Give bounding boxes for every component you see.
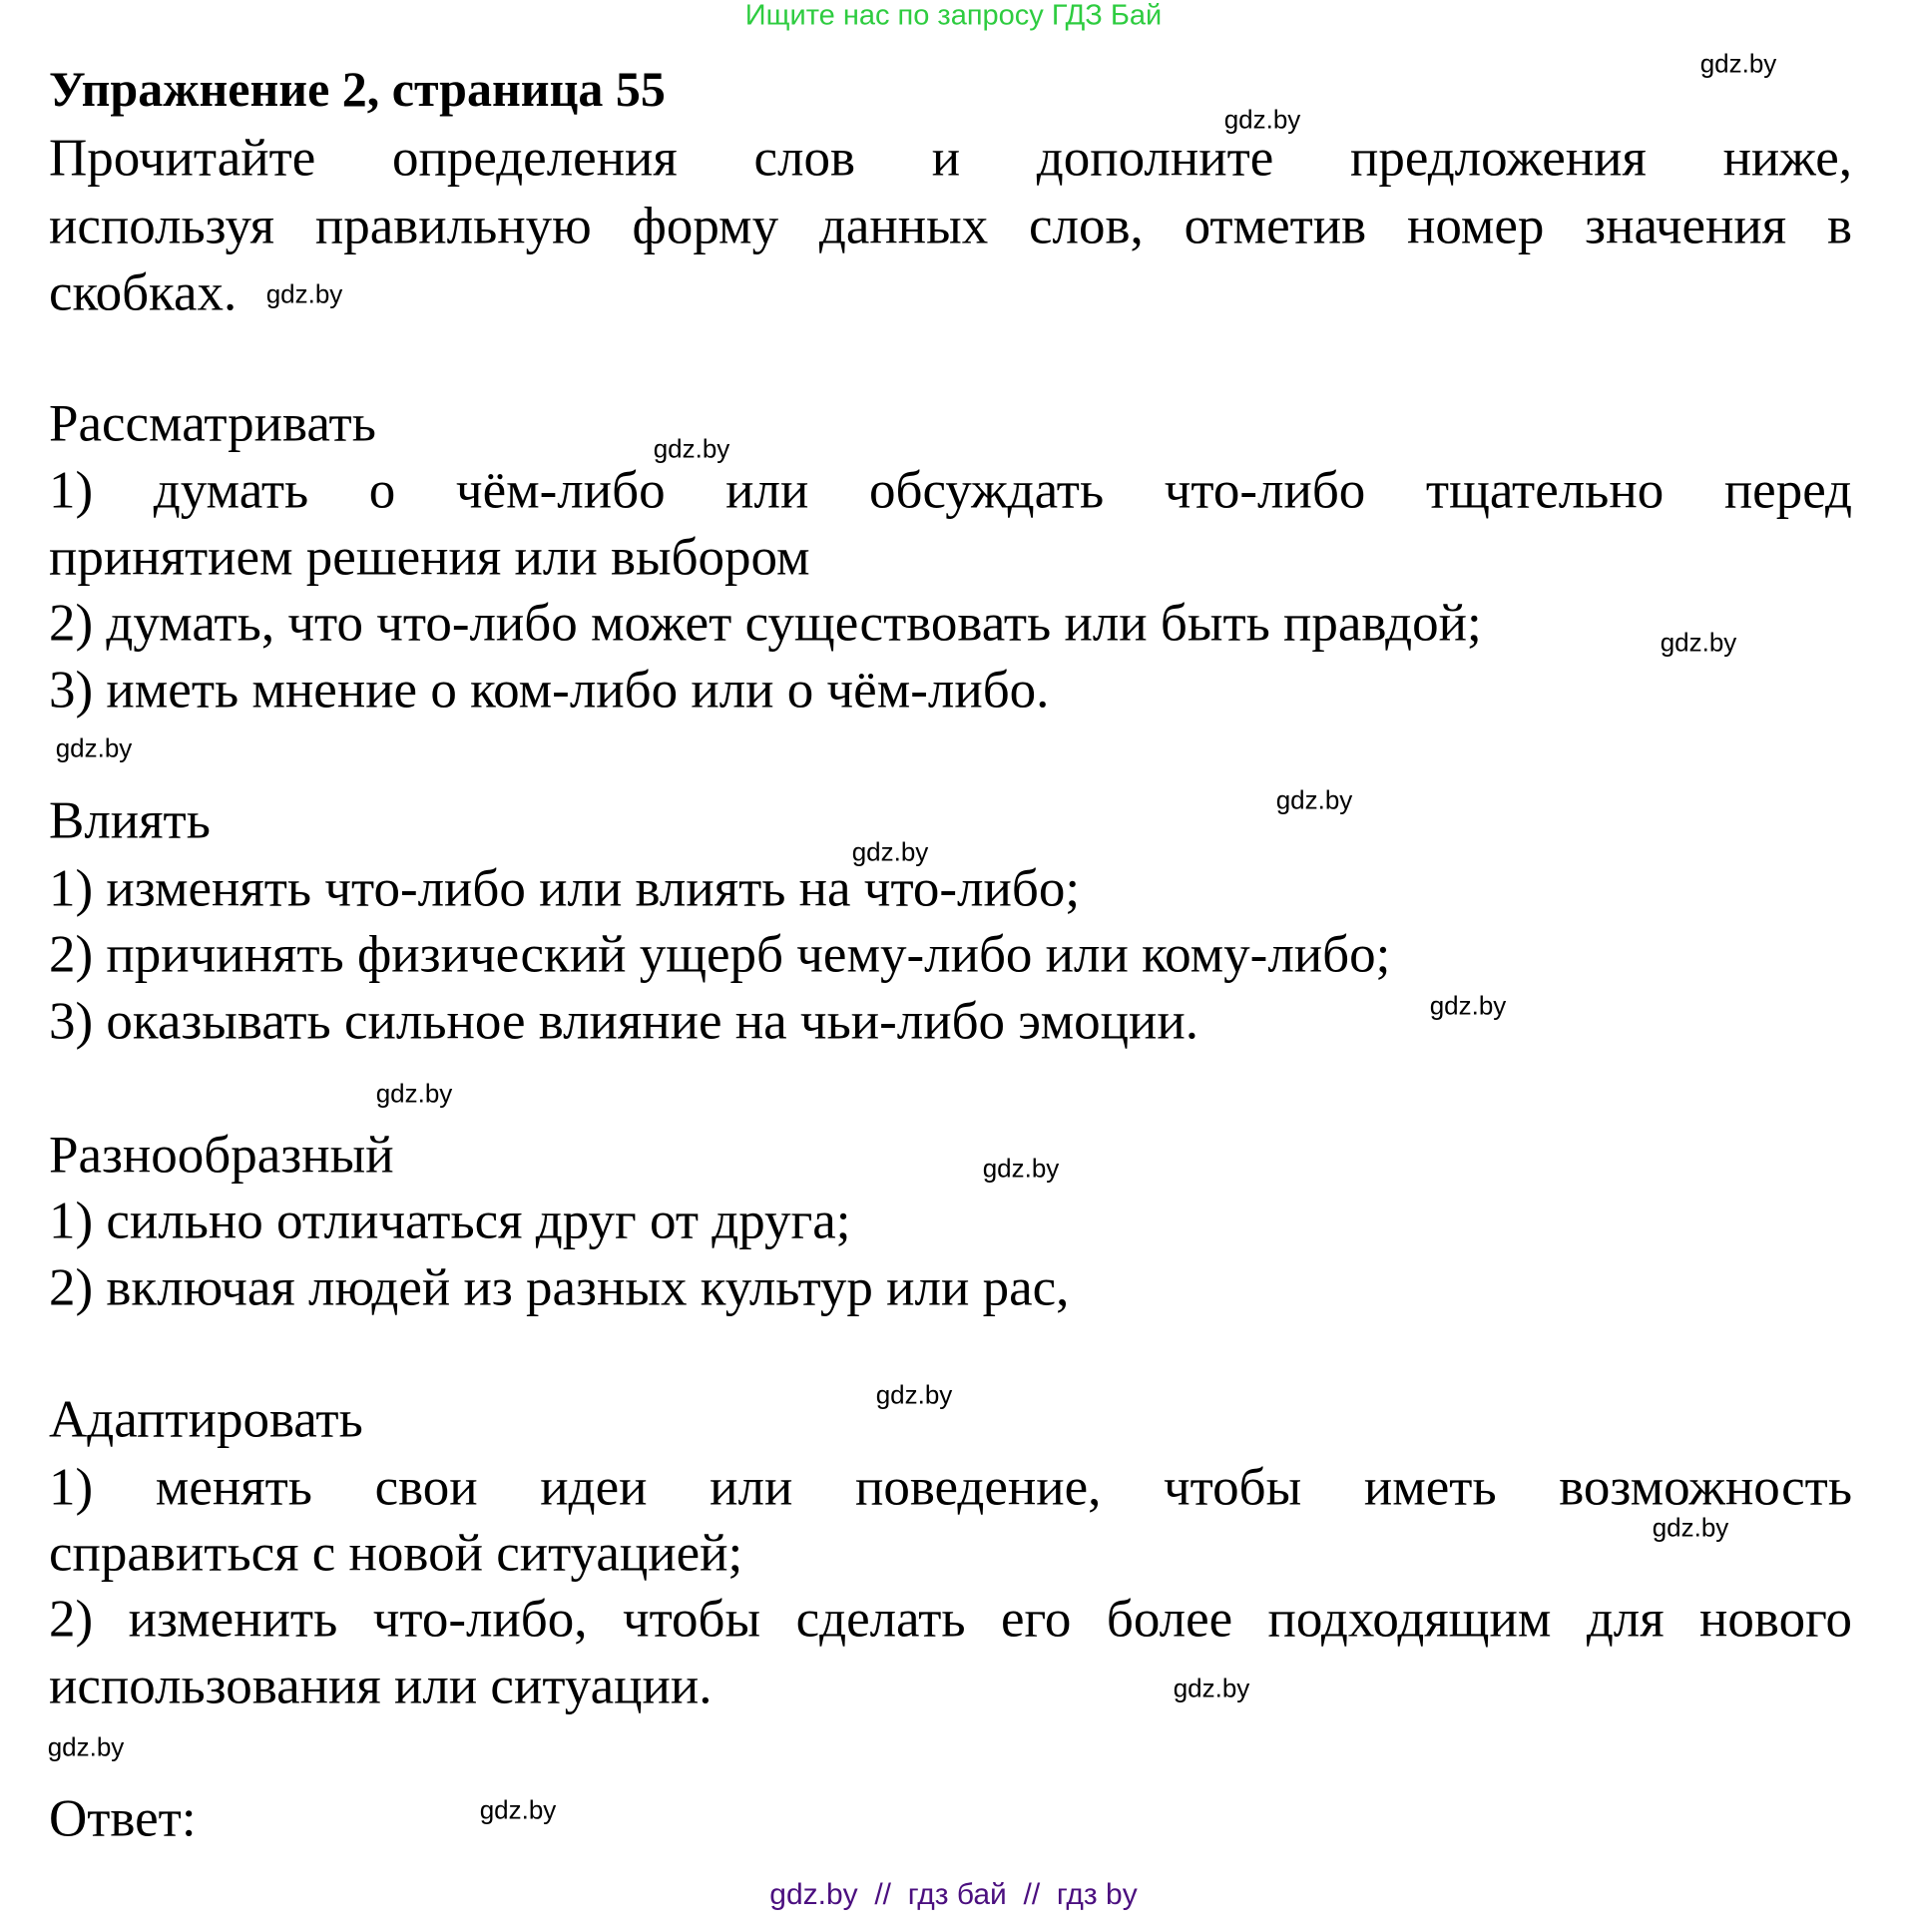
word-heading: Влиять [49,791,211,850]
watermark: gdz.by [1699,48,1777,79]
definition-line: 2) включая людей из разных культур или рас, [49,1258,1070,1317]
watermark: gdz.by [653,433,730,464]
definition-line: 2) изменить что-либо, чтобы сделать его более подходящим для нового [49,1590,1852,1649]
watermark: gdz.by [1660,627,1737,658]
watermark: gdz.by [982,1153,1060,1184]
watermark: gdz.by [851,836,929,867]
watermark: gdz.by [265,278,343,309]
watermark: gdz.by [1275,784,1353,815]
instruction-line: скобках. [49,263,238,322]
watermark: gdz.by [375,1078,453,1109]
definition-line: 3) оказывать сильное влияние на чьи-либо эмоции. [49,992,1198,1051]
instruction-line: используя правильную форму данных слов, отметив номер значения в [49,197,1852,255]
definition-line: 1) менять свои идеи или поведение, чтобы иметь возможность [49,1458,1852,1517]
word-heading: Адаптировать [49,1390,363,1449]
word-heading: Рассматривать [49,394,376,453]
definition-line: принятием решения или выбором [49,528,810,587]
definition-line: 1) сильно отличаться друг от друга; [49,1192,851,1250]
watermark: gdz.by [1223,104,1301,135]
answer-label: Ответ: [49,1789,197,1848]
watermark: gdz.by [55,732,133,763]
watermark: gdz.by [1429,990,1507,1021]
definition-line: справиться с новой ситуацией; [49,1524,743,1583]
definition-line: 2) причинять физический ущерб чему-либо или кому-либо; [49,925,1391,984]
watermark: gdz.by [875,1379,953,1410]
definition-line: использования или ситуации. [49,1657,713,1715]
definition-line: 1) изменять что-либо или влиять на что-либо; [49,859,1081,918]
instruction-line: Прочитайте определения слов и дополните предложения ниже, [49,129,1852,188]
word-heading: Разнообразный [49,1126,394,1185]
search-banner[interactable]: Ищите нас по запросу ГДЗ Бай [744,0,1163,32]
definition-line: 3) иметь мнение о ком-либо или о чём-либо. [49,661,1050,720]
watermark: gdz.by [47,1731,125,1762]
definition-line: 2) думать, что что-либо может существовать или быть правдой; [49,594,1482,653]
footer-links[interactable]: gdz.by // гдз бай // гдз by [769,1878,1138,1911]
watermark: gdz.by [1173,1673,1250,1703]
page-title: Упражнение 2, страница 55 [49,61,666,117]
watermark: gdz.by [1652,1512,1729,1543]
definition-line: 1) думать о чём-либо или обсуждать что-либо тщательно перед [49,461,1852,520]
watermark: gdz.by [479,1794,557,1825]
